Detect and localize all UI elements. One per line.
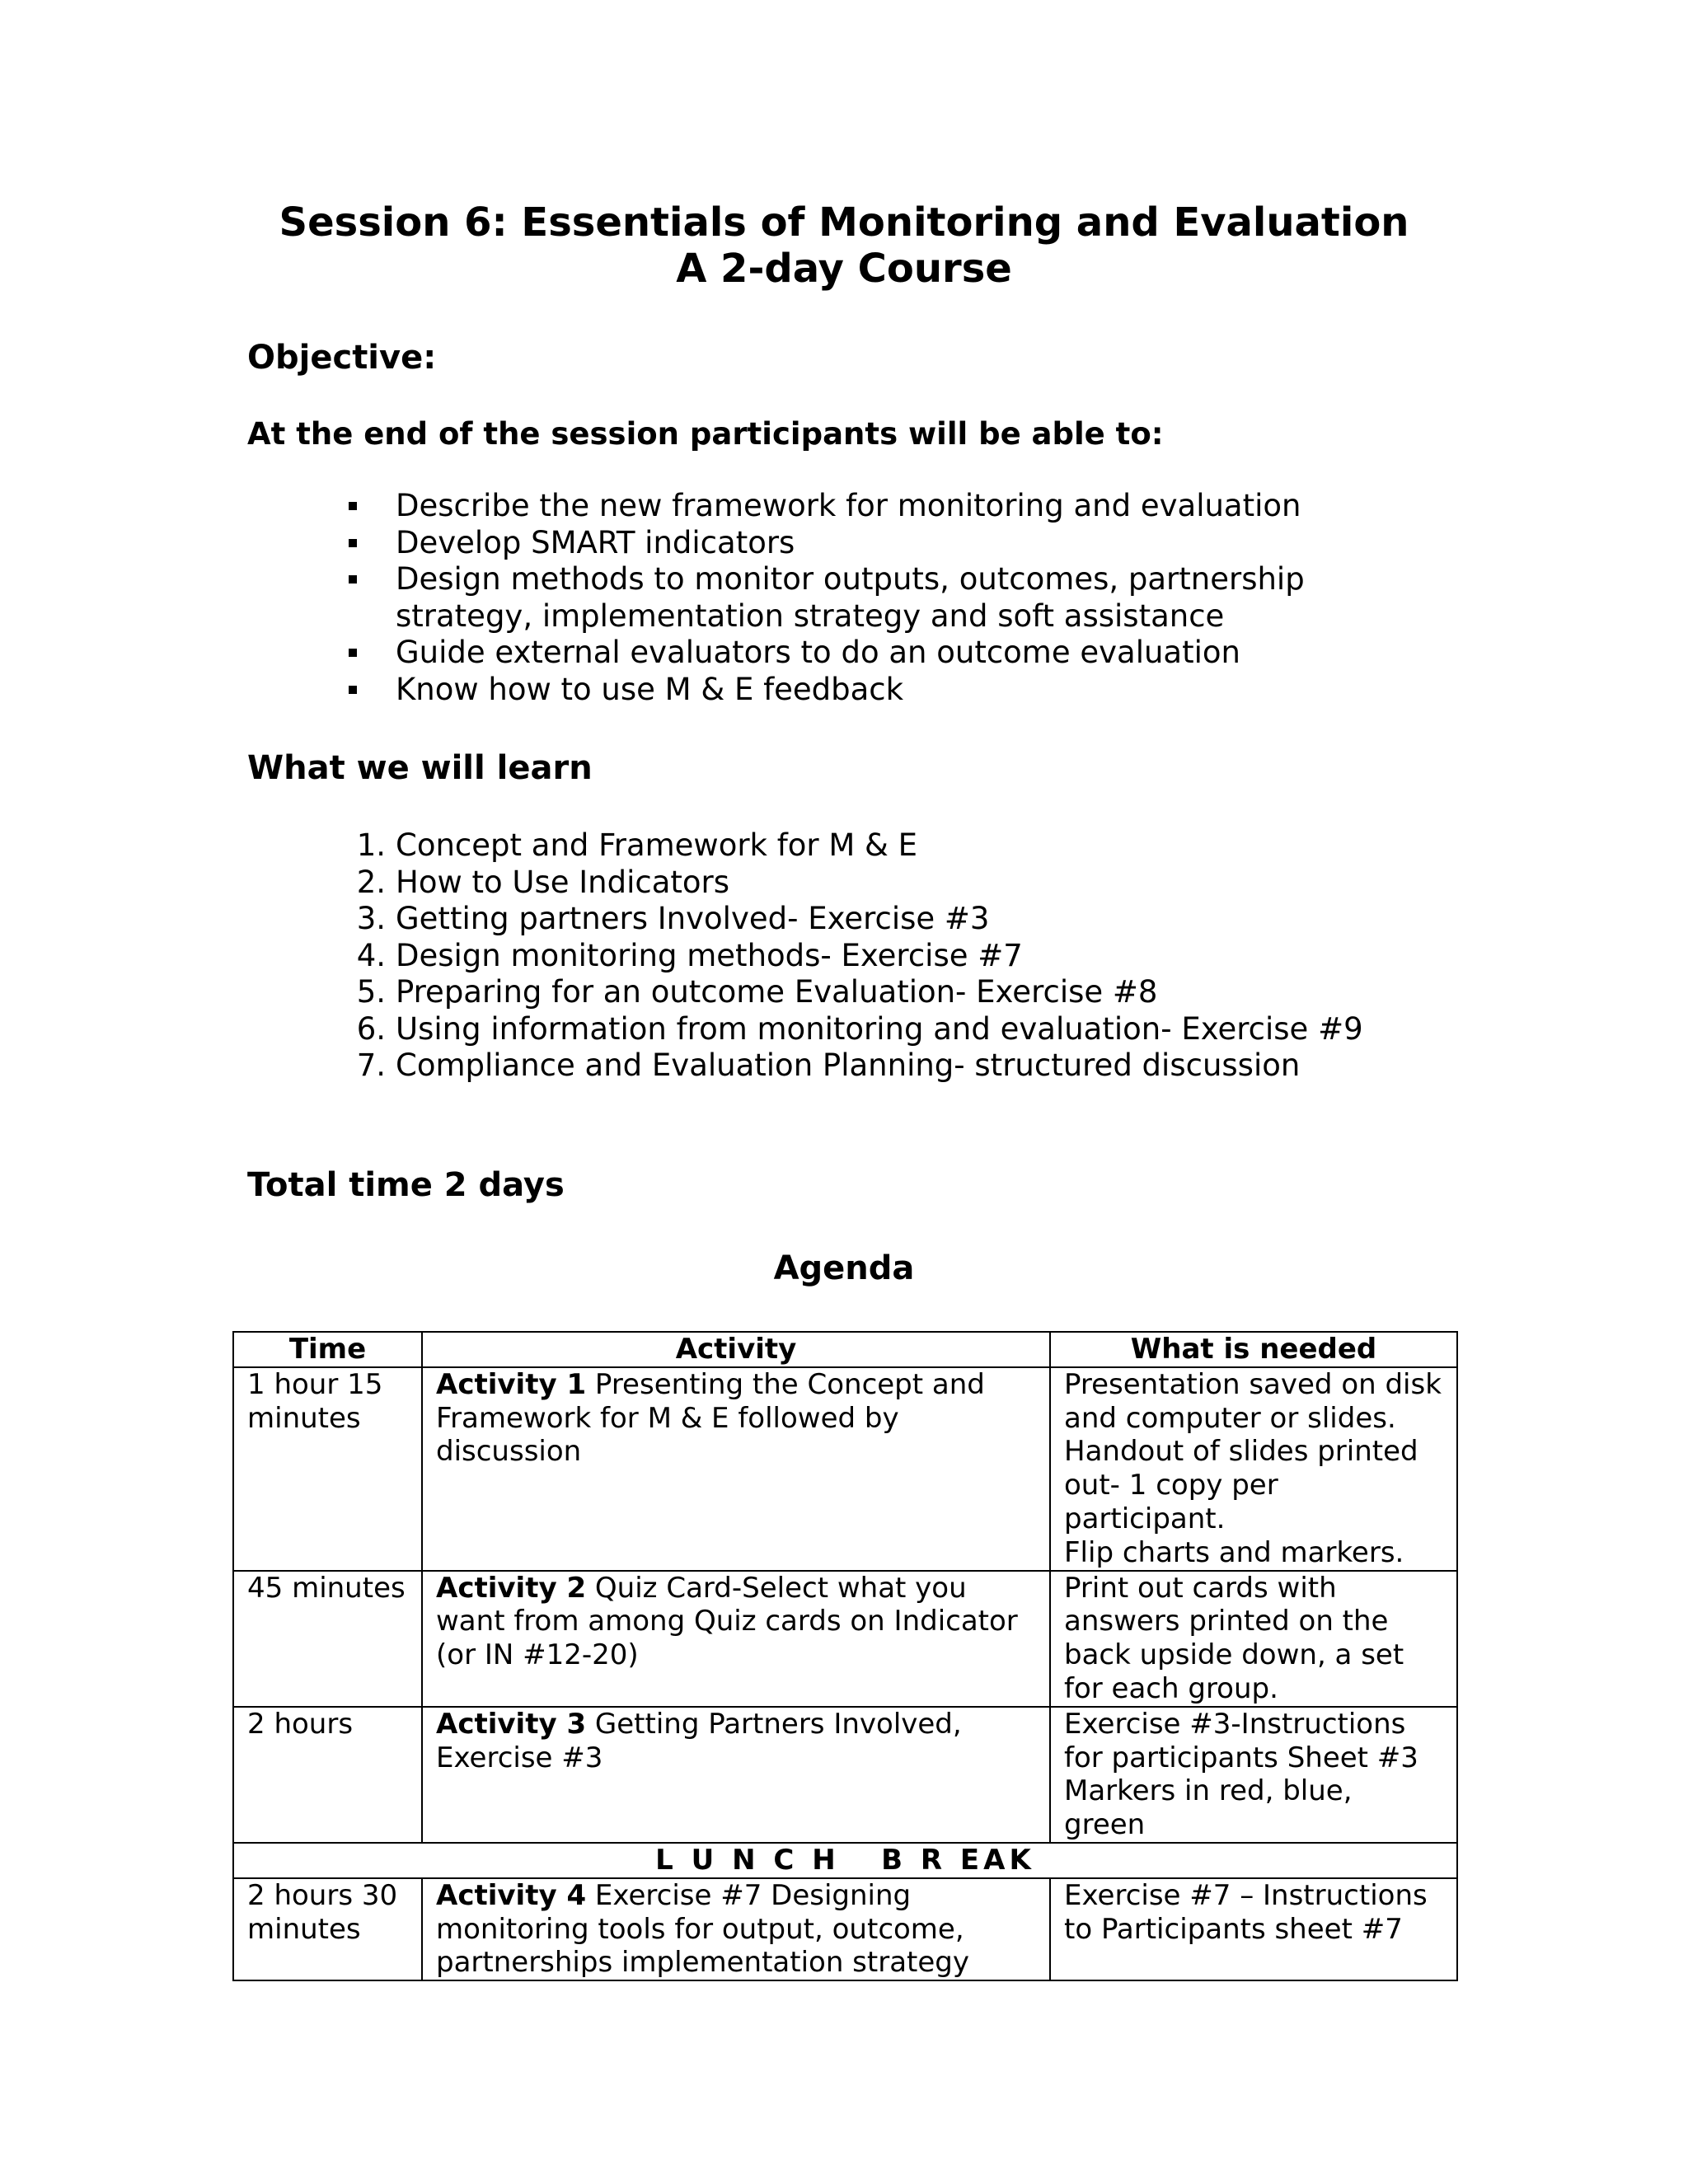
activity-line: [436, 1638, 1036, 1672]
needed-text: participant.: [1064, 1502, 1226, 1535]
learn-heading: What we will learn: [247, 749, 593, 787]
learn-item: [356, 1010, 1363, 1048]
objective-item-text: Know how to use M & E feedback: [396, 671, 904, 707]
bullet-square-icon: [349, 649, 357, 657]
activity-text: Exercise #7 Designing: [594, 1878, 912, 1912]
learn-item-text: Compliance and Evaluation Planning- structured discussion: [396, 1047, 1301, 1083]
learn-item: [356, 1047, 1363, 1085]
needed-text: Print out cards with: [1064, 1571, 1337, 1605]
learn-item-number: 4.: [356, 937, 386, 973]
learn-item-number: 1.: [356, 827, 386, 863]
lunch-break-cell: L U N C H B R EAK: [233, 1843, 1457, 1878]
activity-text: monitoring tools for output, outcome,: [436, 1912, 964, 1946]
title-line-1: Session 6: Essentials of Monitoring and Evaluation: [279, 199, 1409, 246]
objective-item-text: Describe the new framework for monitoring and evaluation: [396, 488, 1301, 523]
learn-item-text: Preparing for an outcome Evaluation- Exercise #8: [396, 974, 1158, 1010]
learn-item-number: 6.: [356, 1010, 386, 1047]
needed-text: Exercise #3-Instructions: [1064, 1707, 1406, 1741]
needed-text: Handout of slides printed: [1064, 1435, 1418, 1469]
learn-item: [356, 827, 1363, 865]
time-text: minutes: [247, 1912, 361, 1946]
activity-line: [436, 1913, 1036, 1947]
needed-text: out- 1 copy per: [1064, 1469, 1278, 1502]
agenda-time-cell: [233, 1571, 422, 1707]
learn-item-number: 5.: [356, 974, 386, 1010]
header-activity: Activity: [422, 1332, 1050, 1367]
time-text: 1 hour 15: [247, 1367, 383, 1401]
learn-item-number: 7.: [356, 1047, 386, 1083]
objective-item-text: Guide external evaluators to do an outcome evaluation: [396, 635, 1240, 670]
time-text: minutes: [247, 1401, 361, 1435]
activity-text: Framework for M & E followed by: [436, 1401, 899, 1435]
objective-heading: Objective:: [247, 339, 437, 377]
time-text: 2 hours 30: [247, 1878, 398, 1912]
learn-item-text: Concept and Framework for M & E: [396, 827, 918, 863]
objective-item-text: Develop SMART indicators: [396, 524, 795, 560]
learn-item-text: Design monitoring methods- Exercise #7: [396, 937, 1023, 973]
learn-item: [356, 937, 1363, 975]
agenda-row: [233, 1367, 1457, 1571]
activity-label: Activity 2: [436, 1571, 587, 1605]
needed-text: for each group.: [1064, 1671, 1278, 1705]
header-time: Time: [233, 1332, 422, 1367]
agenda-body: [233, 1367, 1457, 1980]
activity-text: discussion: [436, 1435, 582, 1469]
activity-line: [436, 1879, 1036, 1913]
activity-text: partnerships implementation strategy: [436, 1946, 969, 1980]
agenda-row: [233, 1707, 1457, 1843]
agenda-title: Agenda: [773, 1249, 915, 1287]
activity-line: [436, 1435, 1036, 1469]
activity-text: Exercise #3: [436, 1741, 603, 1774]
learn-item-number: 2.: [356, 864, 386, 900]
time-text: 45 minutes: [247, 1571, 406, 1605]
learn-item-number: 3.: [356, 901, 386, 936]
learn-item-text: Using information from monitoring and evaluation- Exercise #9: [396, 1010, 1363, 1047]
total-time: Total time 2 days: [247, 1166, 565, 1204]
needed-text: Presentation saved on disk: [1064, 1367, 1442, 1401]
learn-item-text: Getting partners Involved- Exercise #3: [396, 901, 990, 936]
needed-text: and computer or slides.: [1064, 1401, 1396, 1435]
activity-line: [436, 1708, 1036, 1741]
time-text: 2 hours: [247, 1707, 354, 1741]
activity-line: [436, 1572, 1036, 1605]
needed-text: to Participants sheet #7: [1064, 1912, 1403, 1946]
agenda-activity-cell: [422, 1707, 1050, 1843]
activity-line: [436, 1741, 1036, 1775]
needed-text: back upside down, a set: [1064, 1638, 1404, 1672]
title-line-2: A 2-day Course: [676, 246, 1012, 292]
needed-text: Markers in red, blue,: [1064, 1774, 1353, 1808]
agenda-needed-cell: [1050, 1367, 1457, 1571]
bullet-square-icon: [349, 575, 357, 583]
needed-text: Exercise #7 – Instructions: [1064, 1878, 1428, 1912]
agenda-break-row: [233, 1843, 1457, 1878]
objective-item-text: strategy, implementation strategy and soft assistance: [396, 598, 1225, 634]
objective-item: [396, 672, 1305, 709]
needed-text: for participants Sheet #3: [1064, 1741, 1418, 1774]
bullet-square-icon: [349, 686, 357, 694]
objective-item: [396, 561, 1305, 635]
activity-label: Activity 3: [436, 1707, 587, 1741]
agenda-time-cell: [233, 1707, 422, 1843]
activity-text: want from among Quiz cards on Indicator: [436, 1605, 1018, 1638]
needed-text: Flip charts and markers.: [1064, 1535, 1404, 1569]
agenda-activity-cell: [422, 1878, 1050, 1980]
activity-line: [436, 1946, 1036, 1980]
agenda-time-cell: [233, 1878, 422, 1980]
agenda-needed-cell: [1050, 1878, 1457, 1980]
activity-text: Quiz Card-Select what you: [594, 1571, 967, 1605]
learn-list: [356, 827, 1363, 1085]
learn-item: [356, 864, 1363, 902]
agenda-time-cell: [233, 1367, 422, 1571]
agenda-needed-cell: [1050, 1707, 1457, 1843]
objective-item: [396, 488, 1305, 525]
needed-text: green: [1064, 1808, 1146, 1842]
learn-item: [356, 901, 1363, 938]
agenda-row: [233, 1878, 1457, 1980]
activity-label: Activity 1: [436, 1367, 587, 1401]
agenda-activity-cell: [422, 1367, 1050, 1571]
learn-item: [356, 974, 1363, 1011]
agenda-activity-cell: [422, 1571, 1050, 1707]
activity-line: [436, 1605, 1036, 1638]
activity-text: Presenting the Concept and: [594, 1367, 985, 1401]
learn-item-text: How to Use Indicators: [396, 864, 730, 900]
agenda-row: [233, 1571, 1457, 1707]
objective-list: [396, 488, 1305, 708]
agenda-header-row: [233, 1332, 1457, 1367]
bullet-square-icon: [349, 539, 357, 547]
bullet-square-icon: [349, 502, 357, 510]
activity-label: Activity 4: [436, 1878, 587, 1912]
agenda-table: [232, 1331, 1458, 1981]
header-needed: What is needed: [1050, 1332, 1457, 1367]
objective-item-text: Design methods to monitor outputs, outcomes, partnership: [396, 561, 1305, 597]
needed-text: answers printed on the: [1064, 1605, 1389, 1638]
activity-text: (or IN #12-20): [436, 1638, 639, 1672]
activity-line: [436, 1402, 1036, 1436]
activity-line: [436, 1368, 1036, 1402]
objective-intro: At the end of the session participants will be able to:: [247, 416, 1164, 452]
objective-item: [396, 635, 1305, 672]
objective-item: [396, 525, 1305, 562]
agenda-needed-cell: [1050, 1571, 1457, 1707]
activity-text: Getting Partners Involved,: [594, 1707, 962, 1741]
